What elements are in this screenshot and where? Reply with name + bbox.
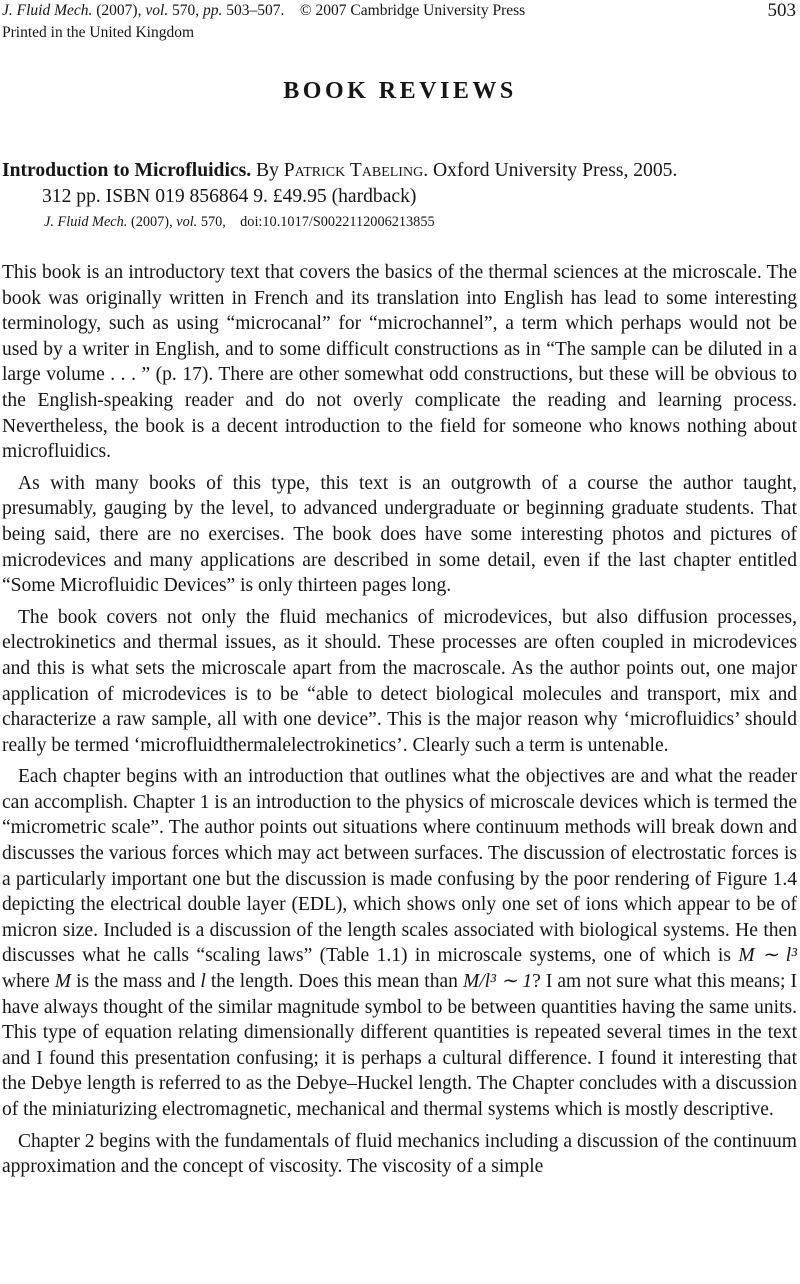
- page-number: 503: [767, 0, 796, 21]
- paragraph-3: The book covers not only the fluid mechanics of microdevices, but also diffusion processes, electrokinetics and thermal issues, as it should. These processes are often coupled in microdevices and this is what sets the microscale apart from the macroscale. As the author points out, one major application of microdevices is to be “able to detect biological molecules and transport, mix and characterize a raw sample, all with one device”. This is the major reason why ‘microfluidics’ should really be termed ‘microfluidthermalelectrokinetics’. Clearly such a term is untenable.: [2, 606, 797, 756]
- header-pp-label: pp.: [203, 2, 223, 19]
- header-pages: 503–507.: [222, 2, 285, 19]
- paragraph-4: [2, 764, 797, 1122]
- paragraph-4-text-c: is the mass and: [71, 971, 201, 993]
- book-title: Introduction to Microfluidics.: [2, 160, 252, 181]
- math-m: M: [54, 971, 72, 993]
- header-journal: J. Fluid Mech.: [2, 2, 93, 19]
- header-copyright: © 2007 Cambridge University Press: [299, 2, 526, 19]
- running-header: [2, 0, 525, 22]
- cite-vol-label: vol.: [176, 214, 198, 230]
- review-citation: [44, 212, 435, 232]
- by-word: By: [251, 160, 284, 181]
- math-l: l: [200, 971, 206, 993]
- paragraph-5: Chapter 2 begins with the fundamentals of fluid mechanics including a discussion of the continuum approximation and the concept of viscosity. The viscosity of a simple: [2, 1130, 797, 1178]
- paragraph-4-text-d: the length. Does this mean than: [205, 971, 463, 993]
- paragraph-2: As with many books of this type, this text is an outgrowth of a course the author taught, presumably, gauging by the level, to advanced undergraduate or beginning graduate students. That being said, there are no exercises. The book does have some interesting photos and pictures of microdevices and many applications are described in some detail, even if the last chapter entitled “Some Microfluidic Devices” is only thirteen pages long.: [2, 472, 797, 597]
- printed-line: Printed in the United Kingdom: [2, 24, 195, 41]
- cite-year: (2007),: [127, 214, 177, 230]
- math-ratio: M/l³ ∼ 1: [462, 971, 533, 993]
- book-author: Patrick Tabeling: [283, 160, 424, 181]
- paragraph-1: This book is an introductory text that covers the basics of the thermal sciences at the microscale. The book was originally written in French and its translation into English has lead to some interesting terminology, such as using “microcanal” for “microchannel”, a term which perhaps would not be used by a writer in English, and to some difficult constructions as in “The sample can be diluted in a large volume . . . ” (p. 17). There are other somewhat odd constructions, but these will be obvious to the English-speaking reader and do not overly complicate the reading and learning process. Nevertheless, the book is a decent introduction to the field for someone who knows nothing about microfluidics.: [2, 262, 797, 463]
- book-publisher: . Oxford University Press, 2005.: [423, 160, 678, 181]
- review-heading: [2, 158, 796, 210]
- section-title: BOOK REVIEWS: [283, 78, 517, 104]
- cite-journal: J. Fluid Mech.: [44, 214, 128, 230]
- review-body: [2, 260, 797, 1186]
- math-m-sim-l3: M ∼ l³: [738, 945, 797, 967]
- book-details: 312 pp. ISBN 019 856864 9. £49.95 (hardback): [42, 186, 417, 207]
- cite-doi: doi:10.1017/S0022112006213855: [240, 214, 435, 230]
- paragraph-4-text-b: where: [2, 971, 55, 993]
- header-vol: 570,: [168, 2, 204, 19]
- review-heading-line1: [2, 158, 796, 184]
- cite-vol: 570,: [197, 214, 226, 230]
- paragraph-4-text-e: ? I am not sure what this means; I have always thought of the similar magnitude symbol to be between quantities having the same units. This type of equation relating dimensionally different quantities is repeated several times in the text and I found this presentation confusing; it is perhaps a cultural difference. I found it interesting that the Debye length is referred to as the Debye–Huckel length. The Chapter concludes with a discussion of the miniaturizing electromagnetic, mechanical and thermal systems which is mostly descriptive.: [2, 971, 797, 1120]
- header-vol-label: vol.: [145, 2, 169, 19]
- header-year: (2007),: [92, 2, 146, 19]
- paragraph-4-text-a: Each chapter begins with an introduction that outlines what the objectives are and what the reader can accomplish. Chapter 1 is an introduction to the physics of microscale devices which is termed the “micrometric scale”. The author points out situations where continuum methods will break down and discusses the various forces which may act between surfaces. The discussion of electrostatic forces is a particularly important one but the discussion is made confusing by the poor rendering of Figure 1.4 depicting the electrical double layer (EDL), which shows only one set of ions which appear to be of micron size. Included is a discussion of the length scales associated with biological systems. He then discusses what he calls “scaling laws” (Table 1.1) in microscale systems, one of which is: [2, 766, 797, 967]
